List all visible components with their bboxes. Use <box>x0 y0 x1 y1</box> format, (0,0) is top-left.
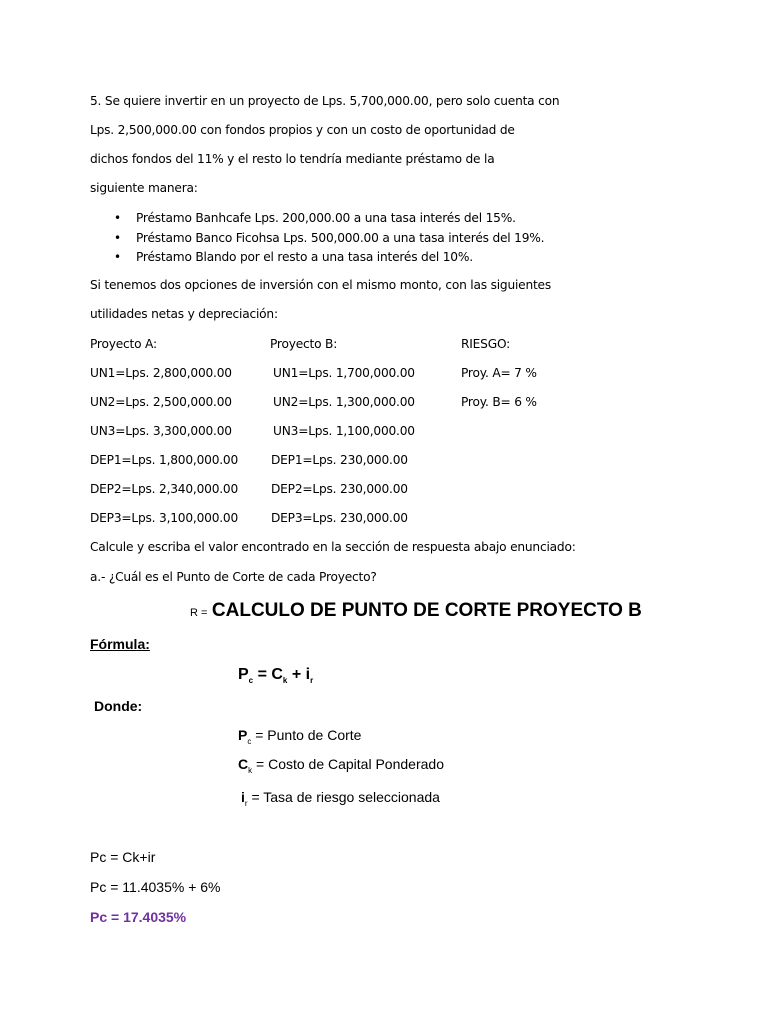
problem-line-1: 5. Se quiere invertir en un proyecto de Lps. 5,700,000.00, pero solo cuenta con <box>90 94 560 108</box>
formula-label: Fórmula: <box>90 636 150 652</box>
def-symbol: i <box>241 789 245 805</box>
formula-c-sub: k <box>282 676 288 686</box>
answer-title: CALCULO DE PUNTO DE CORTE PROYECTO B <box>211 600 642 621</box>
formula-c: C <box>271 666 283 683</box>
header-project-b: Proyecto B: <box>270 337 338 351</box>
cell-b: UN2=Lps. 1,300,000.00 <box>273 395 415 409</box>
def-text: = Punto de Corte <box>251 727 362 743</box>
loan-item: • Préstamo Blando por el resto a una tasa interés del 10%. <box>90 248 544 268</box>
def-symbol: C <box>238 756 249 772</box>
options-line-2: utilidades netas y depreciación: <box>90 307 278 321</box>
loan-list <box>90 209 544 268</box>
table-row <box>0 482 768 502</box>
calc-line-2: Pc = 11.4035% + 6% <box>90 879 221 895</box>
cell-b: UN3=Lps. 1,100,000.00 <box>273 424 415 438</box>
header-risk: RIESGO: <box>461 337 511 351</box>
formula <box>238 666 313 685</box>
cell-a: DEP2=Lps. 2,340,000.00 <box>90 482 239 496</box>
table-row <box>0 511 768 531</box>
cell-b: UN1=Lps. 1,700,000.00 <box>273 366 415 380</box>
cell-a: DEP1=Lps. 1,800,000.00 <box>90 453 239 467</box>
table-row <box>0 453 768 473</box>
formula-p: P <box>238 666 249 683</box>
loan-item: • Préstamo Banco Ficohsa Lps. 500,000.00 a una tasa interés del 19%. <box>90 229 544 249</box>
problem-line-4: siguiente manera: <box>90 181 198 195</box>
formula-p-sub: c <box>248 676 254 686</box>
definition-ir <box>241 789 440 808</box>
cell-b: DEP1=Lps. 230,000.00 <box>271 453 408 467</box>
instruction-text: Calcule y escriba el valor encontrado en la sección de respuesta abajo enunciado: <box>90 540 576 554</box>
answer-prefix: R = <box>190 607 208 619</box>
calc-line-1: Pc = Ck+ir <box>90 849 156 865</box>
cell-risk: Proy. A= 7 % <box>461 366 537 380</box>
formula-i-sub: r <box>310 676 314 686</box>
def-sub: r <box>244 798 248 808</box>
cell-risk: Proy. B= 6 % <box>461 395 537 409</box>
def-sub: c <box>247 736 252 746</box>
loan-item: • Préstamo Banhcafe Lps. 200,000.00 a una tasa interés del 15%. <box>90 209 544 229</box>
question-text: a.- ¿Cuál es el Punto de Corte de cada Proyecto? <box>90 570 377 584</box>
table-header-row <box>0 337 768 357</box>
options-line-1: Si tenemos dos opciones de inversión con el mismo monto, con las siguientes <box>90 278 552 292</box>
def-sub: k <box>248 765 253 775</box>
def-text: = Costo de Capital Ponderado <box>252 756 444 772</box>
table-row <box>0 395 768 415</box>
problem-line-3: dichos fondos del 11% y el resto lo tendría mediante préstamo de la <box>90 152 495 166</box>
def-text: = Tasa de riesgo seleccionada <box>247 789 440 805</box>
table-row <box>0 424 768 444</box>
definition-ck <box>238 756 444 775</box>
cell-a: UN2=Lps. 2,500,000.00 <box>90 395 232 409</box>
formula-plus: + <box>287 666 306 683</box>
problem-line-2: Lps. 2,500,000.00 con fondos propios y con un costo de oportunidad de <box>90 123 515 137</box>
cell-b: DEP3=Lps. 230,000.00 <box>271 511 408 525</box>
formula-eq: = <box>253 666 272 683</box>
calc-result: Pc = 17.4035% <box>90 909 187 925</box>
donde-label: Donde: <box>94 698 143 714</box>
table-row <box>0 366 768 386</box>
def-symbol: P <box>238 727 248 743</box>
formula-i: i <box>305 666 311 683</box>
cell-b: DEP2=Lps. 230,000.00 <box>271 482 408 496</box>
answer-heading <box>190 600 642 622</box>
cell-a: DEP3=Lps. 3,100,000.00 <box>90 511 239 525</box>
cell-a: UN1=Lps. 2,800,000.00 <box>90 366 232 380</box>
cell-a: UN3=Lps. 3,300,000.00 <box>90 424 232 438</box>
definition-pc <box>238 727 361 746</box>
header-project-a: Proyecto A: <box>90 337 157 351</box>
